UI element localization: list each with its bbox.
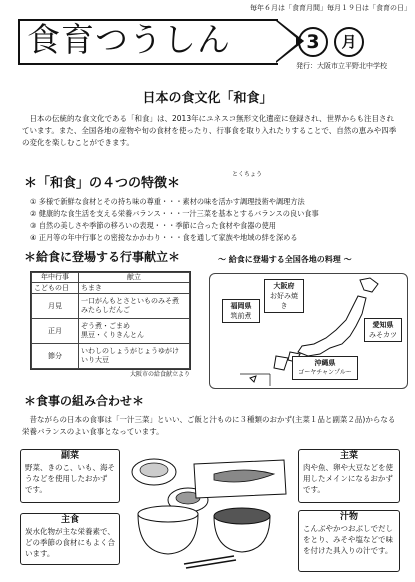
header-note: 毎年６月は「食育月間」毎月１９日は「食育の日」 (250, 4, 411, 12)
newsletter-title: 食育つうしん (27, 20, 231, 59)
japan-map-panel (209, 273, 408, 389)
meal-illustration (124, 444, 294, 574)
feature-item: ④ 正月等の年中行事との密接なかかわり・・・食を通して家族や地域の絆を深める (30, 233, 298, 242)
table-cell-event: こどもの日 (32, 283, 79, 294)
feature-item: ② 健康的な食生活を支える栄養バランス・・・一汁三菜を基本とするバランスの良い食事 (30, 209, 319, 218)
table-cell-event: 月見 (32, 294, 79, 319)
map-label-fukuoka: 福岡県 筑前煮 (222, 299, 260, 323)
features-heading: ＊「和食」の４つの特徴＊ (24, 176, 181, 191)
table-cell-menu: 一口がんもとさといものみそ煮 みたらしだんご (79, 294, 190, 319)
features-ruby: とくちょう (232, 171, 263, 178)
feature-item: ③ 自然の美しさや季節の移ろいの表現・・・季節に合った食材や食器の使用 (30, 221, 276, 230)
feature-item: ① 多様で新鮮な食材とその持ち味の尊重・・・素材の味を活かす調理技術や調理方法 (30, 197, 305, 206)
table-header: 献立 (79, 273, 190, 283)
table-caption: 大阪市の給食献立より (129, 371, 190, 378)
month-suffix: 月 (334, 27, 364, 57)
shusai-box: 主菜 肉や魚、卵や大豆などを使用したメインになるおかずです。 (298, 449, 400, 503)
regional-dishes-heading: ～ 給食に登場する全国各地の料理 ～ (218, 255, 352, 264)
meal-combination-heading: ＊食事の組み合わせ＊ (24, 394, 145, 408)
map-label-aichi: 愛知県 みそカツ (364, 318, 402, 342)
shushoku-box: 主食 炭水化物が主な栄養素で、どの季節の食材にもよく合います。 (20, 513, 120, 565)
table-cell-menu: いわしのしょうがじょうゆがけ いり大豆 (79, 344, 190, 369)
table-cell-event: 正月 (32, 319, 79, 344)
events-menu-heading: ＊給食に登場する行事献立＊ (24, 250, 181, 264)
events-menu-table (30, 271, 191, 370)
table-cell-event: 節分 (32, 344, 79, 369)
month-number: 3 (298, 27, 328, 57)
fukusai-box: 副菜 野菜、きのこ、いも、海そうなどを使用したおかずです。 (20, 449, 120, 503)
section-heading-washoku: 日本の食文化「和食」 (142, 91, 273, 106)
meal-combination-intro: 昔ながらの日本の食事は「一汁三菜」といい、ご飯と汁ものに３種類のおかず(主菜１品と副菜２品)からなる栄養バランスのよい食事となっています。 (22, 415, 396, 436)
map-label-osaka: 大阪府 お好み焼き (264, 279, 304, 313)
features-list (30, 196, 402, 244)
table-header: 年中行事 (32, 273, 79, 283)
table-cell-menu: ぞう煮・ごまめ 黒豆・くりきんとん (79, 319, 190, 344)
map-label-okinawa: 沖縄県 ゴーヤチャンプルー (292, 356, 358, 380)
shirumono-box: 汁物 こんぶやかつおぶしでだしをとり、みそや塩などで味を付けた具入りの汁です。 (298, 510, 400, 572)
table-cell-menu: ちまき (79, 283, 190, 294)
washoku-intro: 日本の伝統的な食文化である「和食」は、2013年にユネスコ無形文化遺産に登録され、世界からも注目されています。また、全国各地の産物や旬の食材を使ったり、行事食を取り入れたりすることで、自然の恵みや四季の変化を楽しむことができます。 (22, 114, 397, 147)
publisher: 発行：大阪市立平野北中学校 (296, 62, 387, 70)
